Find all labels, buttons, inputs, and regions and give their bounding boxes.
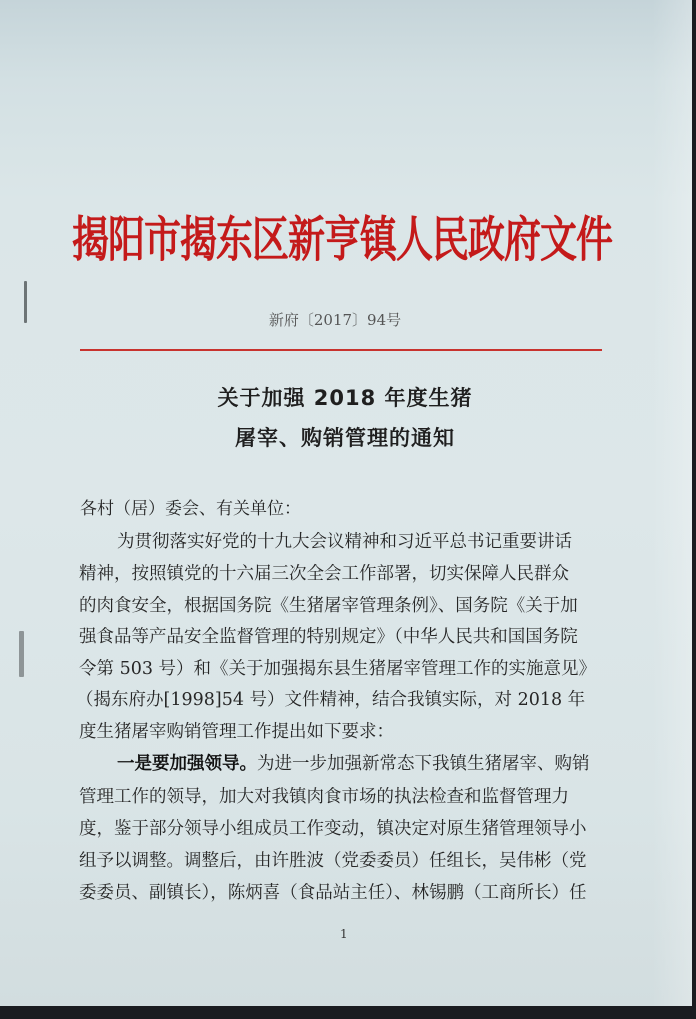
body-line: 令第 503 号）和《关于加强揭东县生猪屠宰管理工作的实施意见》 <box>79 659 597 679</box>
section-lead: 一是要加强领导。 <box>117 754 257 774</box>
document-number: 新府〔2017〕94号 <box>268 311 402 329</box>
body-line: 度生猪屠宰购销管理工作提出如下要求： <box>79 722 394 742</box>
body-line: 为贯彻落实好党的十九大会议精神和习近平总书记重要讲话 <box>117 532 572 552</box>
red-divider-line <box>80 349 602 351</box>
body-line: （揭东府办[1998]54 号）文件精神，结合我镇实际，对 2018 年 <box>76 690 586 710</box>
body-text: 为进一步加强新常态下我镇生猪屠宰、购销 <box>257 754 590 774</box>
body-line: 度，鉴于部分领导小组成员工作变动，镇决定对原生猪管理领导小 <box>79 819 587 839</box>
document-title-line-1: 关于加强 2018 年度生猪 <box>217 386 473 410</box>
binding-staple-mark <box>19 631 24 677</box>
body-line: 强食品等产品安全监督管理的特别规定》（中华人民共和国国务院 <box>79 627 578 647</box>
body-line: 组予以调整。调整后，由许胜波（党委委员）任组长，吴伟彬（党 <box>79 851 587 871</box>
body-line <box>117 750 590 775</box>
document-title-line-2: 屠宰、购销管理的通知 <box>235 426 455 450</box>
binding-staple-mark <box>24 281 27 323</box>
body-line: 委委员、副镇长），陈炳喜（食品站主任）、林锡鹏（工商所长）任 <box>79 883 587 903</box>
document-header: 揭阳市揭东区新亨镇人民政府文件 <box>72 210 612 268</box>
salutation: 各村（居）委会、有关单位： <box>80 499 301 519</box>
page-number: 1 <box>340 927 348 941</box>
body-line: 的肉食安全，根据国务院《生猪屠宰管理条例》、国务院《关于加 <box>79 596 578 616</box>
body-line: 精神，按照镇党的十六届三次全会工作部署，切实保障人民群众 <box>79 564 569 584</box>
body-line: 管理工作的领导，加大对我镇肉食市场的执法检查和监督管理力 <box>79 787 569 807</box>
